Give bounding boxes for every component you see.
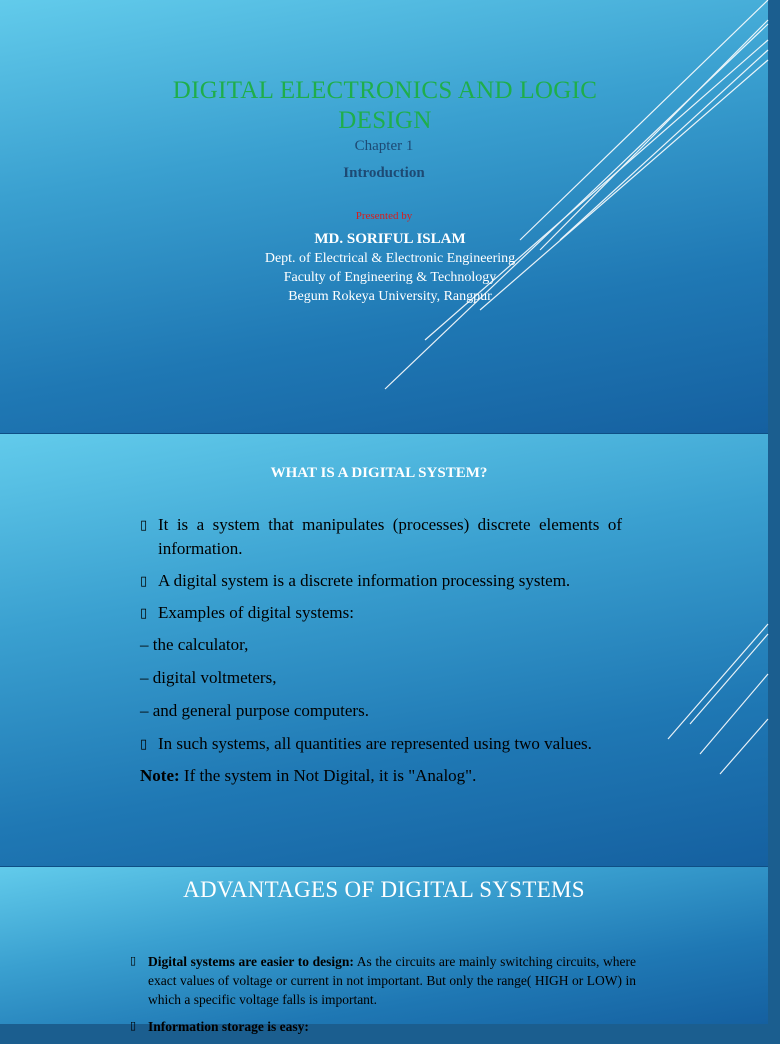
note-text: If the system in Not Digital, it is "Analog". [179, 766, 477, 785]
bullet-text: A digital system is a discrete information processing system. [158, 571, 571, 590]
affiliation-university: Begum Rokeya University, Rangpur [288, 289, 492, 304]
bullet-marker-icon: ▯ [140, 605, 148, 620]
bullet-marker-icon: ▯ [140, 573, 148, 588]
bullet-item [130, 1017, 636, 1036]
digital-system-slide [0, 434, 768, 866]
presentation-title: DIGITAL ELECTRONICS AND LOGIC DESIGN [172, 77, 598, 134]
bullet-item [140, 601, 622, 625]
bullet-text: Examples of digital systems: [158, 603, 354, 622]
subtitle: Introduction [343, 165, 425, 181]
affiliation-faculty: Faculty of Engineering & Technology [283, 270, 497, 285]
example-item: – and general purpose computers. [140, 701, 369, 720]
slide-title: WHAT IS A DIGITAL SYSTEM? [270, 465, 488, 481]
bullet-item [140, 513, 622, 561]
note [140, 764, 622, 788]
bullet-text: As the circuits are mainly switching circuits, where exact values of voltage or current in not important. But only the range( HIGH or LOW) in which a specific voltage falls is important. [148, 954, 636, 1007]
bullet-marker-icon: ▯ [140, 517, 148, 532]
title-slide [0, 0, 768, 433]
bullet-marker-icon: ▯ [130, 1020, 137, 1032]
presenter-name: MD. SORIFUL ISLAM [314, 231, 466, 247]
slide-body [140, 513, 622, 788]
example-item: – digital voltmeters, [140, 668, 277, 687]
presented-by-label: Presented by [355, 210, 413, 222]
affiliation-dept: Dept. of Electrical & Electronic Engineering [264, 251, 516, 266]
bullet-heading: Digital systems are easier to design: [148, 954, 354, 969]
slide-title: ADVANTAGES OF DIGITAL SYSTEMS [183, 877, 585, 902]
bullet-item [140, 732, 622, 756]
bullet-item [140, 569, 622, 593]
slide-body [130, 952, 636, 1044]
bullet-text: It is a system that manipulates (processes) discrete elements of information. [158, 515, 622, 558]
bullet-heading: Information storage is easy: [148, 1019, 309, 1034]
note-label: Note: [140, 766, 180, 785]
chapter-label: Chapter 1 [354, 138, 414, 154]
bullet-text: In such systems, all quantities are represented using two values. [158, 734, 592, 753]
example-item: – the calculator, [140, 635, 249, 654]
advantages-slide [0, 867, 768, 1034]
bullet-marker-icon: ▯ [130, 955, 137, 967]
bullet-marker-icon: ▯ [140, 736, 148, 751]
bullet-item [130, 952, 636, 1009]
